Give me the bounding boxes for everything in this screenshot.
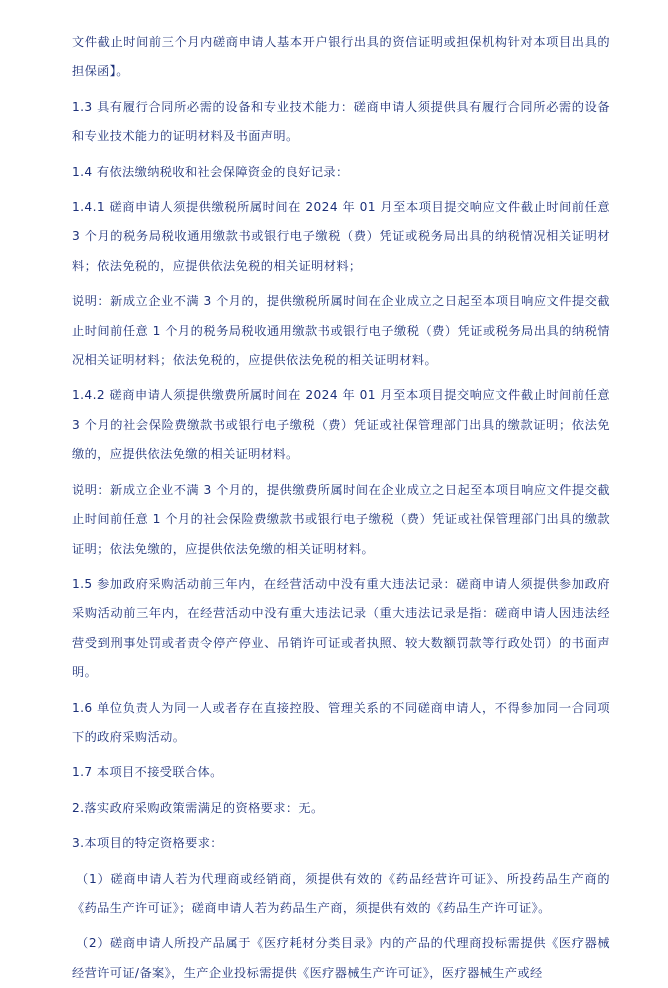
paragraph-1-6-same-responsible-person: 1.6 单位负责人为同一人或者存在直接控股、管理关系的不同磋商申请人，不得参加同一合同项下的政府采购活动。 [72,700,610,744]
paragraph-social-security-note: 说明：新成立企业不满 3 个月的，提供缴费所属时间在企业成立之日起至本项目响应文件提交截止时间前任意 1 个月的社会保险费缴款书或银行电子缴税（费）凭证或社保管理部门出具的缴款证明；依法免缴的，应提供依法免缴的相关证明材料。 [72,482,610,556]
paragraph-3-specific-requirements: 3.本项目的特定资格要求： [72,836,223,851]
paragraph-2-policy-requirements: 2.落实政府采购政策需满足的资格要求：无。 [72,800,324,815]
paragraph-3-1-drug-license: （1）磋商申请人若为代理商或经销商，须提供有效的《药品经营许可证》、所投药品生产商的《药品生产许可证》；磋商申请人若为药品生产商，须提供有效的《药品生产许可证》。 [72,871,610,915]
paragraph-1-5-no-violations: 1.5 参加政府采购活动前三年内，在经营活动中没有重大违法记录：磋商申请人须提供参加政府采购活动前三年内，在经营活动中没有重大违法记录（重大违法记录是指：磋商申请人因违法经营受到刑事处罚或者责令停产停业、吊销许可证或者执照、较大数额罚款等行政处罚）的书面声明。 [72,576,610,680]
paragraph-1-3-equipment: 1.3 具有履行合同所必需的设备和专业技术能力：磋商申请人须提供具有履行合同所必需的设备和专业技术能力的证明材料及书面声明。 [72,99,610,144]
paragraph-1-4-1-tax: 1.4.1 磋商申请人须提供缴税所属时间在 2024 年 01 月至本项目提交响应文件截止时间前任意 3 个月的税务局税收通用缴款书或银行电子缴税（费）凭证或税务局出具的纳税情况相关证明材料；依法免税的，应提供依法免税的相关证明材料； [72,200,610,273]
paragraph-1-4-tax-heading: 1.4 有依法缴纳税收和社会保障资金的良好记录： [72,164,349,179]
paragraph-tax-note: 说明：新成立企业不满 3 个月的，提供缴税所属时间在企业成立之日起至本项目响应文件提交截止时间前任意 1 个月的税务局税收通用缴款书或银行电子缴税（费）凭证或税务局出具的纳税情况相关证明材料；依法免税的，应提供依法免税的相关证明材料。 [72,294,610,368]
paragraph-1-4-2-social-security: 1.4.2 磋商申请人须提供缴费所属时间在 2024 年 01 月至本项目提交响应文件截止时间前任意 3 个月的社会保险费缴款书或银行电子缴税（费）凭证或社保管理部门出具的缴款证明；依法免缴的，应提供依法免缴的相关证明材料。 [72,388,610,462]
paragraph-guarantee-letter: 文件截止时间前三个月内磋商申请人基本开户银行出具的资信证明或担保机构针对本项目出具的担保函】。 [72,35,610,79]
paragraph-1-7-no-consortium: 1.7 本项目不接受联合体。 [72,765,223,780]
paragraph-3-2-medical-device: （2）磋商申请人所投产品属于《医疗耗材分类目录》内的产品的代理商投标需提供《医疗器械经营许可证/备案》，生产企业投标需提供《医疗器械生产许可证》，医疗器械生产或经 [72,936,610,980]
